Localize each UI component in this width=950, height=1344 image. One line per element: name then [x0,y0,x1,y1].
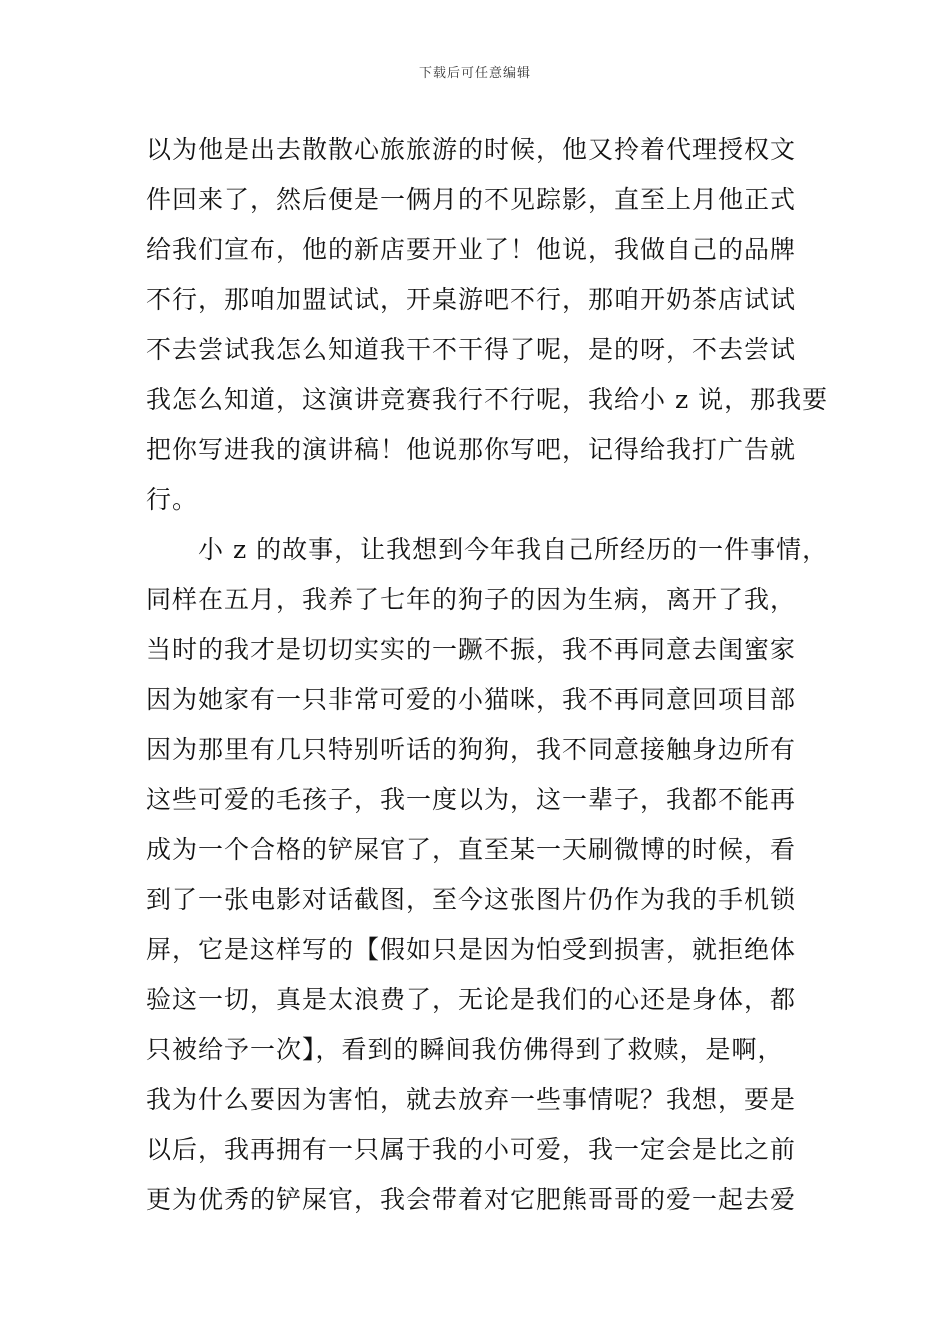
text-line: 不行，那咱加盟试试，开桌游吧不行，那咱开奶茶店试试 [146,285,797,314]
text-line: 件回来了，然后便是一俩月的不见踪影，直至上月他正式 [146,185,797,214]
text-line: 同样在五月，我养了七年的狗子的因为生病，离开了我， [146,585,797,614]
text-line: 行。 [146,485,199,514]
text-line: 我怎么知道，这演讲竞赛我行不行呢，我给小 z 说，那我要 [146,385,829,414]
text-line: 当时的我才是切切实实的一蹶不振，我不再同意去闺蜜家 [146,635,797,664]
text-line: 我为什么要因为害怕，就去放弃一些事情呢？我想，要是 [146,1085,797,1114]
text-line: 把你写进我的演讲稿！他说那你写吧，记得给我打广告就 [146,435,797,464]
text-line: 只被给予一次】，看到的瞬间我仿佛得到了救赎，是啊， [146,1035,784,1064]
text-line: 因为那里有几只特别听话的狗狗，我不同意接触身边所有 [146,735,797,764]
text-line: 给我们宣布，他的新店要开业了！他说，我做自己的品牌 [146,235,797,264]
text-line: 到了一张电影对话截图，至今这张图片仍作为我的手机锁 [146,885,797,914]
page-header: 下载后可任意编辑 [418,66,531,81]
text-line: 更为优秀的铲屎官，我会带着对它肥熊哥哥的爱一起去爱 [146,1185,797,1214]
text-line: 以为他是出去散散心旅旅游的时候，他又拎着代理授权文 [146,135,797,164]
paragraph-first-line: 小 z 的故事，让我想到今年我自己所经历的一件事情， [198,535,829,564]
text-line: 验这一切，真是太浪费了，无论是我们的心还是身体，都 [146,985,797,1014]
text-line: 这些可爱的毛孩子，我一度以为，这一辈子，我都不能再 [146,785,797,814]
text-line: 屏，它是这样写的【假如只是因为怕受到损害，就拒绝体 [146,935,797,964]
document-body [146,125,836,1225]
text-line: 以后，我再拥有一只属于我的小可爱，我一定会是比之前 [146,1135,797,1164]
text-line: 不去尝试我怎么知道我干不干得了呢，是的呀，不去尝试 [146,335,797,364]
text-line: 成为一个合格的铲屎官了，直至某一天刷微博的时候，看 [146,835,797,864]
text-line: 因为她家有一只非常可爱的小猫咪，我不再同意回项目部 [146,685,797,714]
